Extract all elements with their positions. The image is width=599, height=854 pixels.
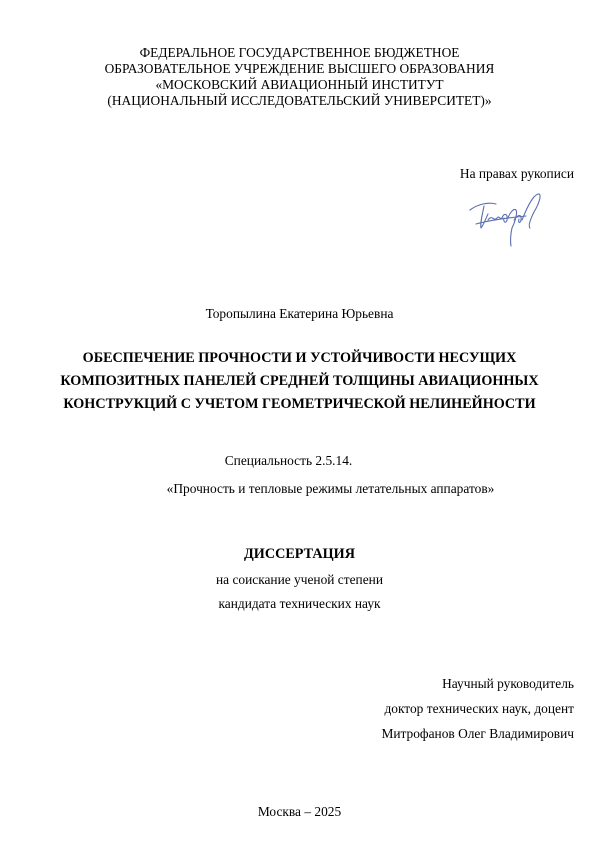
supervisor-degree: доктор технических наук, доцент <box>384 701 574 716</box>
dissertation-title <box>0 347 599 416</box>
city-year: Москва – 2025 <box>257 804 342 819</box>
work-type-line-2: кандидата технических наук <box>218 596 381 611</box>
specialty-name: «Прочность и тепловые режимы летательных аппаратов» <box>166 481 495 496</box>
title-line-3: КОНСТРУКЦИЙ С УЧЕТОМ ГЕОМЕТРИЧЕСКОЙ НЕЛИНЕЙНОСТИ <box>63 396 536 412</box>
organization-line-3: «МОСКОВСКИЙ АВИАЦИОННЫЙ ИНСТИТУТ <box>155 77 444 92</box>
work-type-line-1: на соискание ученой степени <box>215 572 383 587</box>
handwritten-signature-icon <box>466 190 548 250</box>
rights-note: На правах рукописи <box>459 166 574 181</box>
organization-line-1: ФЕДЕРАЛЬНОЕ ГОСУДАРСТВЕННОЕ БЮДЖЕТНОЕ <box>139 45 460 60</box>
organization-line-2: ОБРАЗОВАТЕЛЬНОЕ УЧРЕЖДЕНИЕ ВЫСШЕГО ОБРАЗОВАНИЯ <box>104 61 495 76</box>
author-name: Торопылина Екатерина Юрьевна <box>205 306 394 321</box>
supervisor-label: Научный руководитель <box>442 676 574 691</box>
specialty-code: Специальность 2.5.14. <box>224 453 353 468</box>
title-line-1: ОБЕСПЕЧЕНИЕ ПРОЧНОСТИ И УСТОЙЧИВОСТИ НЕСУЩИХ <box>82 350 517 366</box>
organization-line-4: (НАЦИОНАЛЬНЫЙ ИССЛЕДОВАТЕЛЬСКИЙ УНИВЕРСИТЕТ)» <box>107 93 492 108</box>
work-type-heading: ДИССЕРТАЦИЯ <box>244 546 355 562</box>
supervisor-name: Митрофанов Олег Владимирович <box>381 726 574 741</box>
organization-header <box>0 45 599 109</box>
title-line-2: КОМПОЗИТНЫХ ПАНЕЛЕЙ СРЕДНЕЙ ТОЛЩИНЫ АВИАЦИОННЫХ <box>60 373 539 389</box>
